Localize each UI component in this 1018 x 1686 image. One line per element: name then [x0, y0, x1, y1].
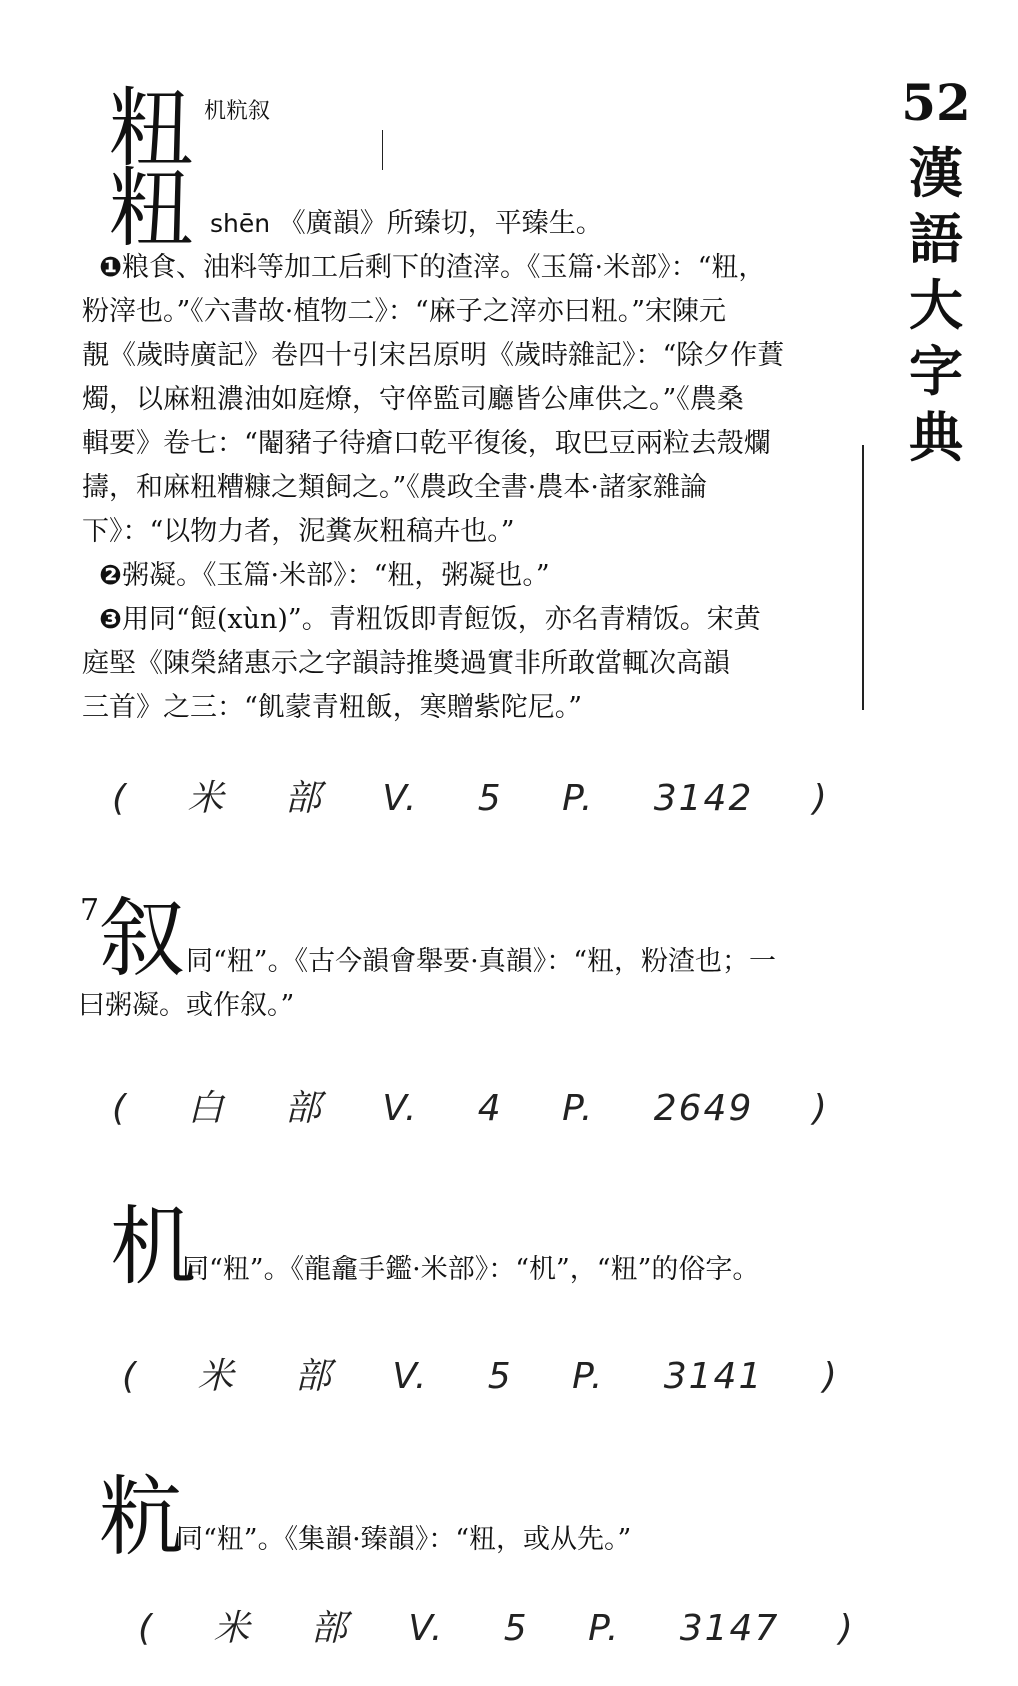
divider: [862, 445, 864, 710]
handwritten-reference: ( 白 部 V. 4 P. 2649 ): [112, 1088, 829, 1129]
fanqie-reading: 《廣韻》所臻切，平臻生。: [278, 208, 603, 239]
title-char: 典: [909, 405, 963, 469]
stroke-count: 7: [80, 893, 100, 928]
definition-line: 燭，以麻粈濃油如庭燎，守倅監司廳皆公庫供之。”《農桑: [82, 384, 744, 415]
definition-line: 靚《歲時廣記》卷四十引宋呂原明《歲時雜記》：“除夕作蕡: [82, 340, 785, 371]
definition-line: 同“粈”。《古今韻會舉要·真韻》：“粈，粉渣也；一: [186, 946, 776, 977]
entry-definition: [82, 246, 862, 730]
sense-number: ❶: [99, 252, 123, 283]
sense-number: ❸: [99, 604, 123, 635]
headword-block: [80, 889, 186, 989]
definition-line: 擣，和麻粈糟糠之類飼之。”《農政全書·農本·諸家雜論: [82, 472, 707, 503]
definition-line: 曰粥凝。或作叙。”: [78, 990, 295, 1021]
page-number: 52: [901, 73, 971, 132]
sense-number: ❷: [99, 560, 123, 591]
title-char: 大: [909, 273, 963, 337]
headword: 机: [110, 1197, 196, 1297]
title-char: 字: [909, 339, 963, 403]
title-char: 語: [909, 207, 963, 271]
handwritten-reference: ( 米 部 V. 5 P. 3142 ): [112, 778, 829, 819]
definition-line: 三首》之三：“飢蒙青粈飯，寒贈紫陀尼。”: [82, 692, 583, 723]
headword: 叙: [99, 889, 186, 989]
variant-forms: 机粇叙: [204, 99, 271, 124]
definition-line: ❸用同“餖(xùn)”。青粈饭即青餖饭，亦名青精饭。宋黄: [99, 604, 761, 635]
headword: 粈: [108, 159, 194, 259]
handwritten-reference: ( 米 部 V. 5 P. 3141 ): [122, 1356, 839, 1397]
headword: 粈: [108, 79, 194, 179]
handwritten-reference: ( 米 部 V. 5 P. 3147 ): [138, 1608, 855, 1649]
title-char: 漢: [909, 141, 963, 205]
dictionary-title: [900, 70, 972, 470]
definition-line: 輯要》卷七：“閹豬子待瘡口乾平復後，取巴豆兩粒去殼爛: [82, 428, 771, 459]
definition-line: ❶粮食、油料等加工后剩下的渣滓。《玉篇·米部》：“粈，: [99, 252, 766, 283]
headword: 粇: [98, 1467, 184, 1567]
definition-line: 庭堅《陳榮緒惠示之字韻詩推奬過實非所敢當輒次高韻: [82, 648, 730, 679]
pinyin: shēn: [210, 209, 271, 238]
definition-line: ❷粥凝。《玉篇·米部》：“粈，粥凝也。”: [99, 560, 550, 591]
definition-line: 粉滓也。”《六書故·植物二》：“麻子之滓亦曰粈。”宋陳元: [82, 296, 726, 327]
definition-line: 同“粈”。《龍龕手鑑·米部》：“机”，“粈”的俗字。: [182, 1254, 760, 1285]
pronunciation-line: [210, 202, 603, 246]
definition-line: 下》：“以物力者，泥糞灰粈稿卉也。”: [82, 516, 515, 547]
definition-line: 同“粈”。《集韻·臻韻》：“粈，或从先。”: [176, 1524, 632, 1555]
divider: [382, 130, 383, 170]
